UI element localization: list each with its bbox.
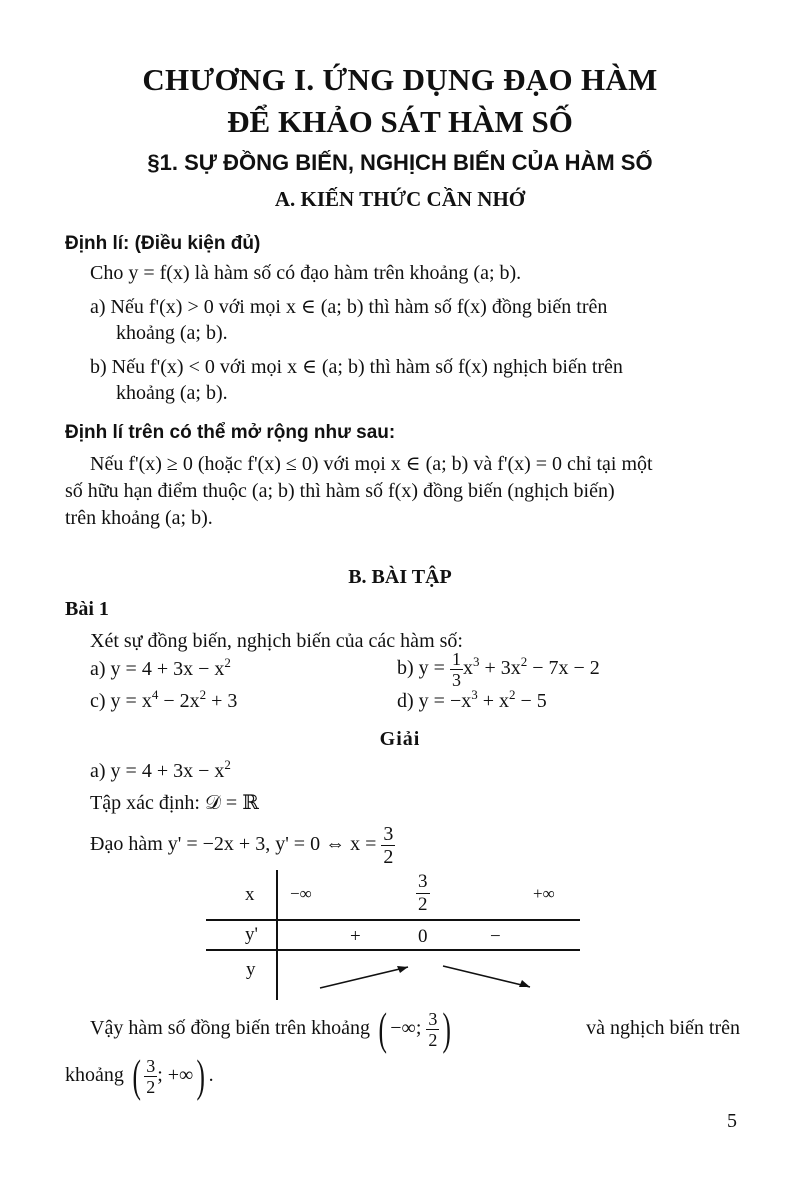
theorem-intro: Cho y = f(x) là hàm số có đạo hàm trên khoảng (a; b). [90, 262, 522, 284]
exercise-d: d) $y = -x^3 + x^2 - 5$ [397, 687, 547, 712]
conclusion-line2: khoảng ( $\frac{3}{2}$ ; +∞) . [65, 1050, 214, 1102]
conclusion-line1: Vậy hàm số đồng biến trên khoảng ( −∞; $\frac{3}{2}$ ) và nghịch biến trên [90, 1003, 740, 1055]
solution-heading: Giải [379, 728, 421, 750]
arrow-increasing-head [397, 966, 408, 973]
table-yprime-right: − [490, 926, 501, 947]
theorem-heading: Định lí: (Điều kiện đủ) [65, 233, 261, 254]
table-x-right: +∞ [533, 884, 555, 903]
solution-derivative: Đạo hàm y' = −2x + 3, y' = 0 ⇔ x = $\frac{3}{2}$ [90, 822, 394, 868]
theorem-b-line1: b) Nếu f'(x) < 0 với mọi x ∈ (a; b) thì hàm số f(x) nghịch biến trên [90, 356, 623, 378]
arrow-increasing [320, 967, 408, 988]
table-row-x-label: x [245, 884, 255, 905]
table-x-mid: $\frac{3}{2}$ [418, 871, 428, 915]
page-number: 5 [727, 1110, 737, 1132]
exercise-label: Bài 1 [65, 598, 109, 620]
extension-heading: Định lí trên có thể mở rộng như sau: [65, 422, 396, 443]
chapter-title-line2: ĐỂ KHẢO SÁT HÀM SỐ [227, 104, 573, 139]
table-row-y-label: y [246, 959, 256, 980]
solution-domain: Tập xác định: 𝒟 = ℝ [90, 792, 259, 814]
exercise-c: c) $y = x^4 - 2x^2 + 3$ [90, 687, 238, 712]
table-yprime-mid: 0 [418, 926, 428, 947]
theorem-a-line1: a) Nếu f'(x) > 0 với mọi x ∈ (a; b) thì hàm số f(x) đồng biến trên [90, 296, 608, 318]
part-b-heading: B. BÀI TẬP [348, 566, 452, 588]
section-title: §1. SỰ ĐỒNG BIẾN, NGHỊCH BIẾN CỦA HÀM SỐ [147, 150, 653, 175]
table-x-left: −∞ [290, 884, 312, 903]
theorem-b-line2: khoảng (a; b). [116, 382, 228, 404]
arrow-decreasing-head [519, 980, 530, 987]
exercise-a: a) $y = 4 + 3x - x^2$ [90, 655, 231, 680]
extension-line3: trên khoảng (a; b). [65, 507, 213, 529]
extension-line2: số hữu hạn điểm thuộc (a; b) thì hàm số f(x) đồng biến (nghịch biến) [65, 480, 615, 502]
exercise-b: b) y = $\frac{1}{3}$ $x^3 + 3x^2 - 7x - 2$ [397, 648, 600, 690]
part-a-heading: A. KIẾN THỨC CẦN NHỚ [274, 187, 526, 211]
table-yprime-left: + [350, 926, 361, 947]
table-row-yprime-label: y' [245, 924, 258, 945]
arrow-decreasing [443, 966, 530, 987]
table-variation-arrows [300, 955, 540, 1000]
solution-a-line: a) $y = 4 + 3x - x^2$ [90, 757, 231, 782]
exercise-prompt: Xét sự đồng biến, nghịch biến của các hàm số: [90, 630, 463, 652]
extension-line1: Nếu f'(x) ≥ 0 (hoặc f'(x) ≤ 0) với mọi x ∈ (a; b) và f'(x) = 0 chỉ tại một [90, 453, 653, 475]
theorem-a-line2: khoảng (a; b). [116, 322, 228, 344]
chapter-title-line1: CHƯƠNG I. ỨNG DỤNG ĐẠO HÀM [142, 62, 658, 97]
